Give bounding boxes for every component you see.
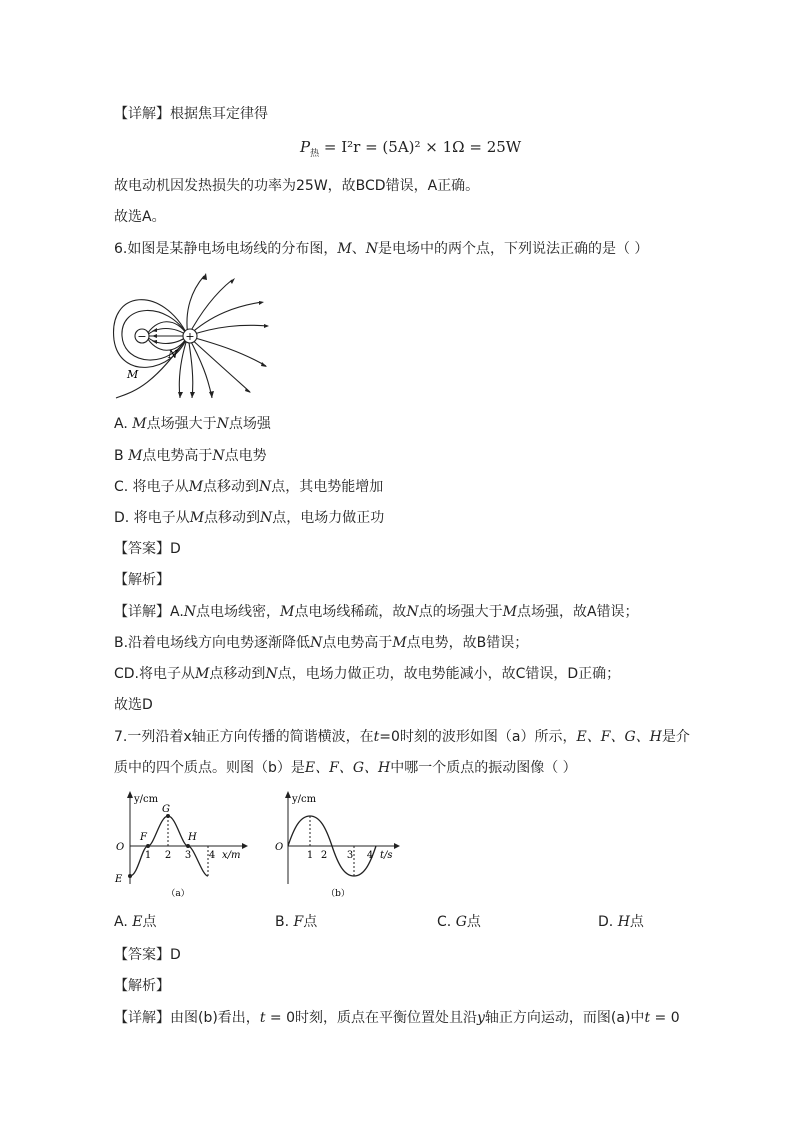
tick-label: 1 <box>306 850 314 861</box>
point-M-label: M <box>127 368 139 381</box>
x-axis-label: x/m <box>222 850 241 861</box>
tick-label: 1 <box>144 850 152 861</box>
minus-sign: − <box>137 330 147 343</box>
caption-a: （a） <box>166 889 190 899</box>
option-A: A. M点场强大于N点场强 <box>114 416 271 432</box>
tick-label: 4 <box>208 850 216 861</box>
q7-option-C: C. G点 <box>437 914 481 930</box>
detail-line-1: 【详解】A.N点电场线密，M点电场线稀疏，故N点的场强大于M点场强，故A错误； <box>114 604 639 620</box>
analysis-heading: 【解析】 <box>114 572 170 588</box>
question-6-stem: 6.如图是某静电场电场线的分布图，M、N是电场中的两个点，下列说法正确的是（ ） <box>114 241 649 257</box>
q7-option-B: B. F点 <box>275 914 318 930</box>
answer-line: 【答案】D <box>114 541 181 557</box>
conclusion-line: 故电动机因发热损失的功率为25W，故BCD错误，A正确。 <box>114 178 480 194</box>
label-F: F <box>140 832 147 843</box>
equation: $P_热 = I^2r = (5A)^2 \times 1\Omega = 25W$ <box>300 138 522 159</box>
y-axis-label: y/cm <box>134 794 159 805</box>
tick-label: 3 <box>346 850 354 861</box>
tick-label: 2 <box>164 850 172 861</box>
origin-label: O <box>275 842 284 853</box>
detail-line: 【详解】根据焦耳定律得 <box>114 106 268 122</box>
label-E: E <box>115 874 123 885</box>
q7-option-A: A. E点 <box>114 914 157 930</box>
electric-field-figure <box>112 270 272 400</box>
label-G: G <box>162 804 170 815</box>
q7-option-D: D. H点 <box>598 914 644 930</box>
plus-sign: + <box>185 330 195 343</box>
question-7-line-1: 7.一列沿着x轴正方向传播的简谐横波，在t=0时刻的波形如图（a）所示，E、F、G、H是介 <box>114 729 690 745</box>
option-C: C. 将电子从M点移动到N点，其电势能增加 <box>114 479 384 495</box>
tick-label: 4 <box>366 850 374 861</box>
point-N-label: N <box>168 348 178 361</box>
vibration-graph-b <box>272 788 402 900</box>
point-F-marker <box>146 844 150 848</box>
label-H: H <box>188 832 197 843</box>
point-E-marker <box>128 874 132 878</box>
tick-label: 2 <box>320 850 328 861</box>
tick-label: 3 <box>184 850 192 861</box>
select-line-q6: 故选D <box>114 697 153 713</box>
option-D: D. 将电子从M点移动到N点，电场力做正功 <box>114 510 385 526</box>
q7-analysis-heading: 【解析】 <box>114 978 170 994</box>
detail-line-2: B.沿着电场线方向电势逐渐降低N点电势高于M点电势，故B错误； <box>114 635 529 651</box>
caption-b: （b） <box>326 889 350 899</box>
q7-answer-line: 【答案】D <box>114 947 181 963</box>
q7-detail-line: 【详解】由图(b)看出，t = 0时刻，质点在平衡位置处且沿y轴正方向运动，而图(a)中t = 0 <box>114 1010 680 1026</box>
t-axis-label: t/s <box>380 850 393 861</box>
origin-label: O <box>116 842 125 853</box>
y-axis-label: y/cm <box>292 794 317 805</box>
question-7-line-2: 质中的四个质点。则图（b）是E、F、G、H中哪一个质点的振动图像（ ） <box>114 760 577 776</box>
detail-line-3: CD.将电子从M点移动到N点，电场力做正功，故电势能减小，故C错误，D正确； <box>114 666 621 682</box>
select-line: 故选A。 <box>114 209 166 225</box>
point-H-marker <box>186 844 190 848</box>
option-B: B M点电势高于N点电势 <box>114 448 267 464</box>
wave-graph-a <box>110 788 250 900</box>
